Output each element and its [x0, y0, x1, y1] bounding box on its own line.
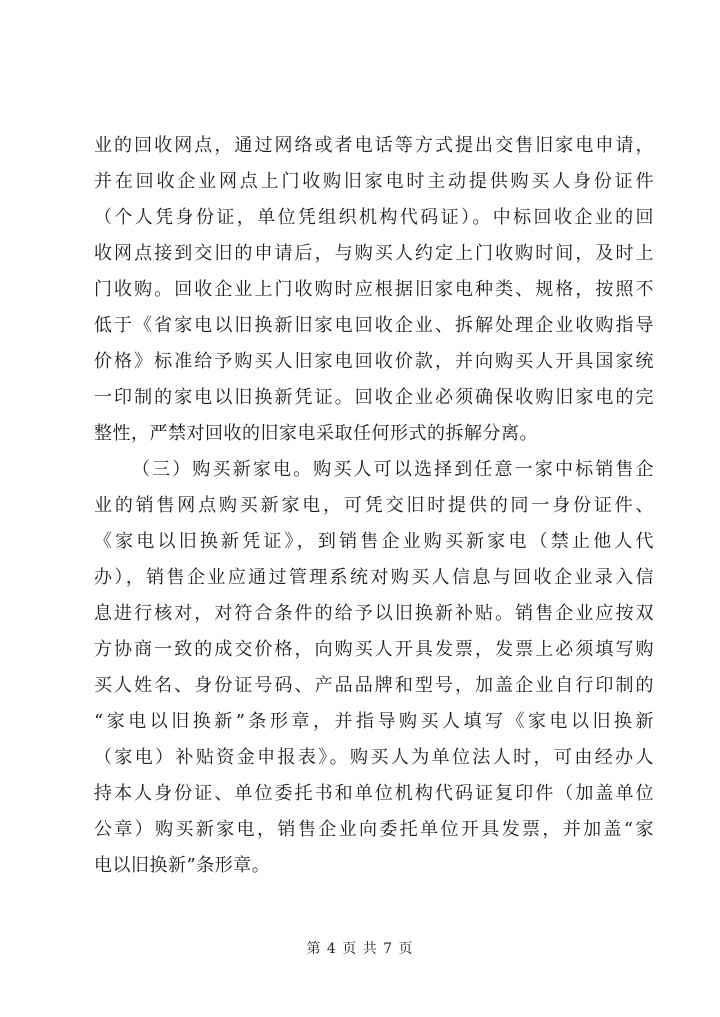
text-line: 买人姓名、身份证号码、产品品牌和型号，加盖企业自行印制的	[94, 675, 654, 696]
text-line: 业的销售网点购买新家电，可凭交旧时提供的同一身份证件、	[94, 495, 654, 516]
text-line: 价格》标准给予购买人旧家电回收价款，并向购买人开具国家统	[94, 351, 654, 372]
text-line: 方协商一致的成交价格，向购买人开具发票，发票上必须填写购	[94, 639, 654, 660]
text-line: 并在回收企业网点上门收购旧家电时主动提供购买人身份证件	[94, 171, 654, 192]
paragraph-buy-new	[94, 452, 654, 884]
text-line: （家电）补贴资金申报表》。购买人为单位法人时，可由经办人	[94, 747, 654, 768]
text-line: 低于《省家电以旧换新旧家电回收企业、拆解处理企业收购指导	[94, 315, 654, 336]
text-line: 《家电以旧换新凭证》，到销售企业购买新家电（禁止他人代	[94, 531, 654, 552]
text-line: 办），销售企业应通过管理系统对购买人信息与回收企业录入信	[94, 567, 654, 588]
page-number-footer: 第 4 页 共 7 页	[306, 941, 414, 957]
text-line: （个人凭身份证，单位凭组织机构代码证）。中标回收企业的回	[94, 207, 654, 228]
text-line: （三）购买新家电。购买人可以选择到任意一家中标销售企	[132, 459, 654, 480]
document-body	[94, 128, 654, 884]
text-line: 公章）购买新家电，销售企业向委托单位开具发票，并加盖“家	[94, 819, 654, 840]
text-line: 业的回收网点，通过网络或者电话等方式提出交售旧家电申请，	[94, 135, 654, 156]
text-line: “家电以旧换新”条形章，并指导购买人填写《家电以旧换新	[94, 711, 654, 732]
text-line: 息进行核对，对符合条件的给予以旧换新补贴。销售企业应按双	[94, 603, 654, 624]
text-line: 一印制的家电以旧换新凭证。回收企业必须确保收购旧家电的完	[94, 387, 654, 408]
paragraph-recycling	[94, 128, 654, 452]
text-line: 整性，严禁对回收的旧家电采取任何形式的拆解分离。	[94, 423, 538, 444]
text-line: 收网点接到交旧的申请后，与购买人约定上门收购时间，及时上	[94, 243, 654, 264]
text-line: 门收购。回收企业上门收购时应根据旧家电种类、规格，按照不	[94, 279, 654, 300]
text-line: 持本人身份证、单位委托书和单位机构代码证复印件（加盖单位	[94, 783, 654, 804]
text-line: 电以旧换新”条形章。	[94, 855, 271, 876]
